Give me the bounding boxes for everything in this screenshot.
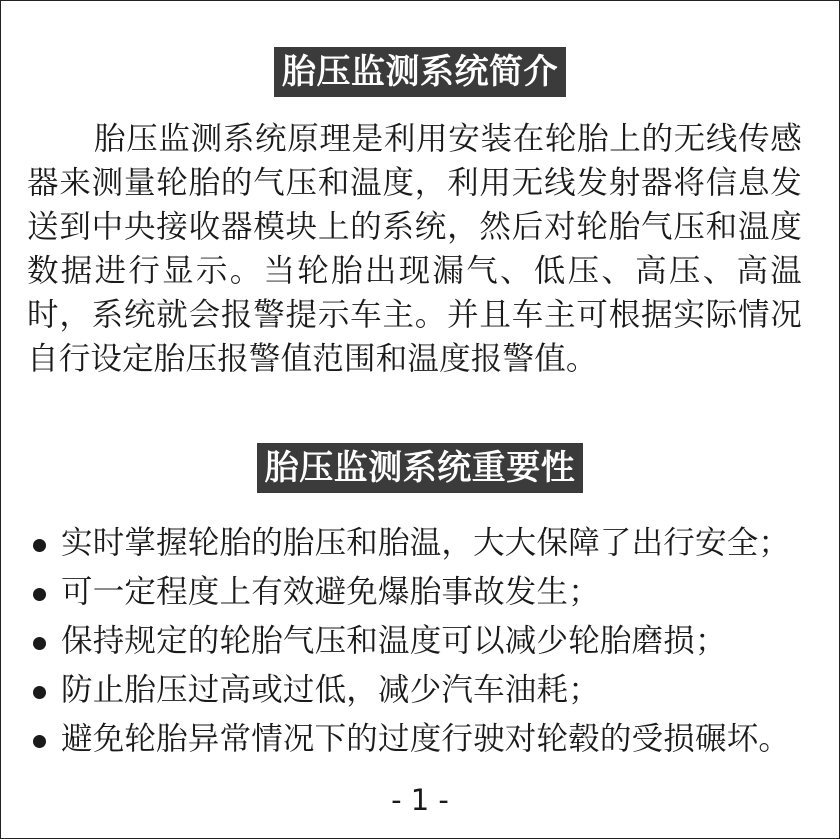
list-item-text: 实时掌握轮胎的胎压和胎温，大大保障了出行安全；: [61, 525, 791, 561]
list-item-text: 可一定程度上有效避免爆胎事故发生；: [61, 574, 600, 610]
list-item: [0, 617, 840, 666]
list-item: [0, 568, 840, 617]
page-number: - 1 -: [391, 783, 449, 817]
list-item-text: 保持规定的轮胎气压和温度可以减少轮胎磨损；: [61, 623, 727, 659]
importance-heading: 胎压监测系统重要性: [257, 443, 584, 493]
importance-list: [0, 519, 840, 764]
bullet-icon: [33, 686, 46, 699]
list-item: [0, 666, 840, 715]
list-item: [0, 715, 840, 764]
intro-heading: 胎压监测系统简介: [274, 47, 566, 97]
importance-heading-container: [0, 443, 840, 493]
list-item: [0, 519, 840, 568]
list-item-text: 防止胎压过高或过低，减少汽车油耗；: [61, 672, 600, 708]
bullet-icon: [33, 637, 46, 650]
intro-heading-container: [0, 47, 840, 97]
intro-paragraph: 胎压监测系统原理是利用安装在轮胎上的无线传感器来测量轮胎的气压和温度，利用无线发射器将信息发送到中央接收器模块上的系统，然后对轮胎气压和温度数据进行显示。当轮胎出现漏气、低压、高压、高温时，系统就会报警提示车主。并且车主可根据实际情况自行设定胎压报警值范围和温度报警值。: [27, 121, 802, 377]
bullet-icon: [33, 588, 46, 601]
bullet-icon: [33, 735, 46, 748]
bullet-icon: [33, 539, 46, 552]
list-item-text: 避免轮胎异常情况下的过度行驶对轮毂的受损碾坏。: [61, 721, 791, 757]
